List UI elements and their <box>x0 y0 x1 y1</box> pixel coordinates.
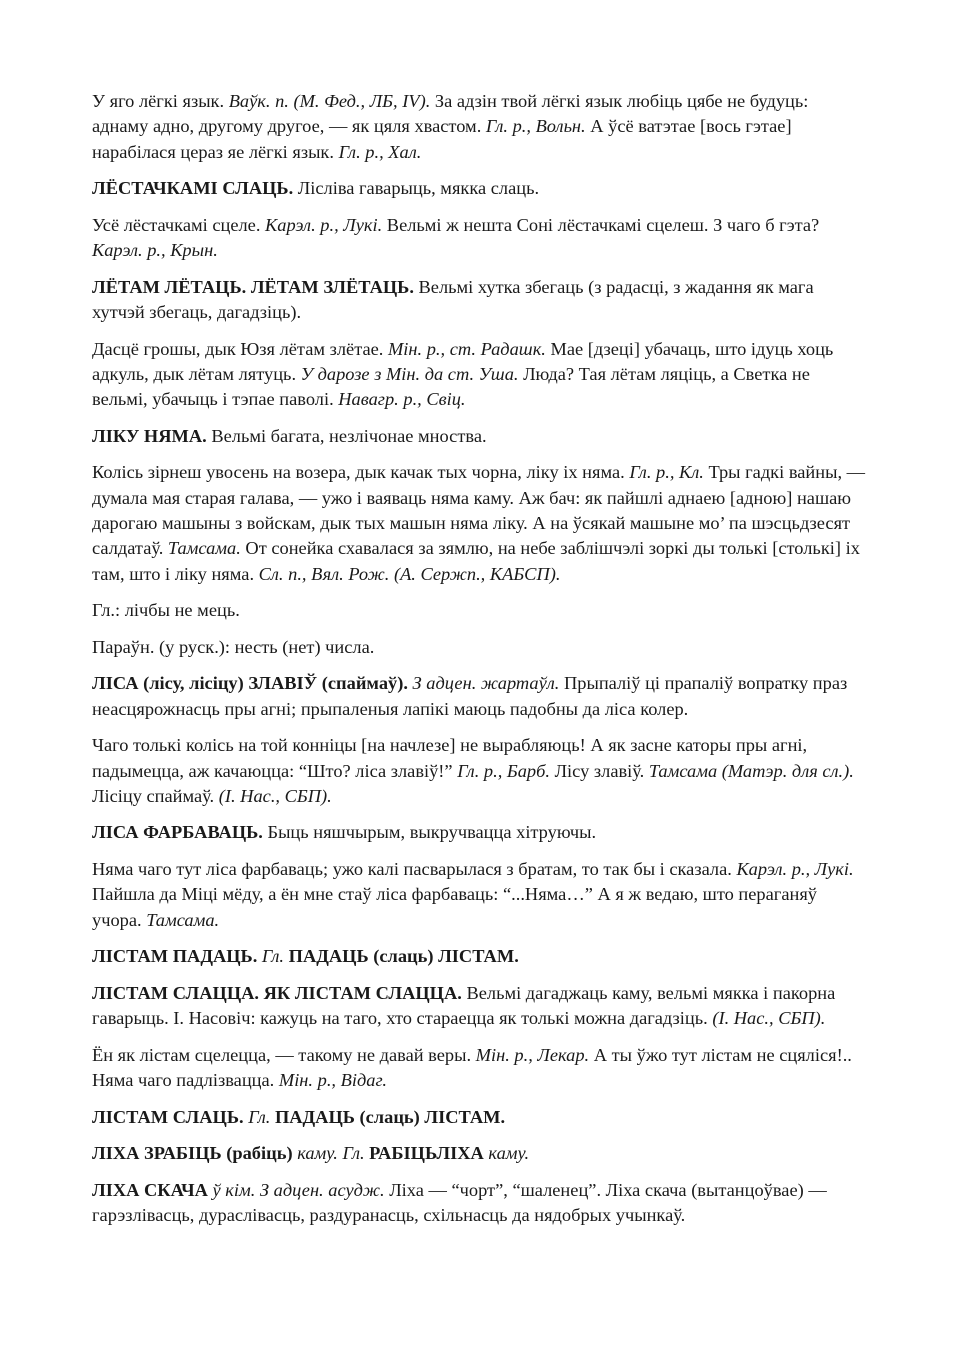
body-text: У яго лёгкі язык. <box>92 91 229 111</box>
body-text: Ён як лістам сцелецца, — такому не давай веры. <box>92 1044 476 1065</box>
body-text: Вельмі хутка збегаць (з радасці, з жадання як мага хутчэй збегаць, дагадзіць). <box>92 276 814 322</box>
body-text: Лісу злавіў. <box>549 760 649 781</box>
source-reference-text: ў кім. З адцен. асудж. <box>212 1179 385 1200</box>
body-text: Гл.: лічбы не мець. <box>92 600 240 621</box>
headword-text: ЛІСТАМ ПАДАЦЬ. <box>92 946 258 967</box>
body-text: Люда? Тая лётам ляціць, а Светка не вельмі, убачыць і тэпае паволі. <box>92 363 810 410</box>
source-reference-text: Карэл. р., Крын. <box>92 240 218 261</box>
source-reference-text: Мін. р., Відаг. <box>278 1069 387 1090</box>
source-reference-text: Тамсама (Матэр. для сл.). <box>648 760 854 781</box>
headword-text: ЛІСА ФАРБАВАЦЬ. <box>92 822 263 843</box>
paragraph <box>92 944 868 969</box>
body-text: За адзін твой лёгкі язык любіць цябе не будуць: аднаму адно, другому другое, — як цяля хвастом. <box>92 91 809 137</box>
source-reference-text: Гл. р., Кл. <box>629 462 704 483</box>
body-text: Тры гадкі вайны, — думала мая старая галава, — ужо і ваяваць няма каму. Аж бач: як пайшлі аднаею [адною] нашаю дарогаю машыны з войскам, дык тых машын няма ліку. А на ўсякай машыне мо’ па шэсцьдзесят салдатаў. <box>92 462 866 559</box>
headword-text: ЛІСА (лісу, лісіцу) ЗЛАВІЎ (спаймаў). <box>92 673 408 694</box>
paragraph <box>92 1043 868 1094</box>
paragraph <box>92 733 868 809</box>
source-reference-text: Гл. <box>248 1106 271 1127</box>
source-reference-text: Тамсама. <box>167 538 241 559</box>
source-reference-text: Гл. р., Вольн. <box>485 116 586 137</box>
body-text: Колісь зірнеш увосень на возера, дык качак тых чорна, ліку іх няма. <box>92 462 630 483</box>
headword-text: ЛІСТАМ СЛАЦЬ. <box>92 1106 244 1127</box>
source-reference-text: З адцен. жартаўл. <box>412 673 560 694</box>
body-text: Быць няшчырым, выкручвацца хітруючы. <box>262 822 597 843</box>
body-text: Няма чаго тут ліса фарбаваць; ужо калі пасварылася з братам, то так бы і сказала. <box>92 858 737 879</box>
source-reference-text: Ваўк. п. (М. Фед., ЛБ, IV). <box>228 91 431 111</box>
paragraph <box>92 275 868 326</box>
headword-text: ЛІКУ НЯМА. <box>92 425 207 446</box>
body-text: Прыпаліў ці прапаліў вопратку праз неасцярожнасць пры агні; прыпаленыя лапікі маюць падобны да ліса колер. <box>92 673 848 719</box>
paragraph <box>92 598 868 623</box>
body-text: От сонейка схавалася за зямлю, на небе заблішчэлі зоркі ды толькі [столькі] іх там, што і ліку няма. <box>92 538 860 584</box>
source-reference-text: каму. <box>488 1143 530 1164</box>
source-reference-text: Гл. р., Барб. <box>457 760 550 781</box>
source-reference-text: Тамсама. <box>146 909 220 930</box>
body-text: Усё лёстачкамі сцеле. <box>92 214 266 235</box>
source-reference-text: Мін. р., ст. Радашк. <box>387 338 546 359</box>
source-reference-text: Гл. <box>261 946 285 967</box>
headword-text: ПАДАЦЬ (слаць) ЛІСТАМ. <box>288 946 519 967</box>
paragraph <box>92 820 868 845</box>
paragraph <box>92 671 868 722</box>
headword-text: ЛІСТАМ СЛАЦЦА. ЯК ЛІСТАМ СЛАЦЦА. <box>92 982 462 1003</box>
headword-text: РАБІЦЬЛІХА <box>369 1143 484 1164</box>
body-text: А ўсё ватэтае [вось гэтае] нарабілася цераз яе лёгкі язык. <box>92 116 792 162</box>
source-reference-text: Гл. р., Хал. <box>338 141 422 162</box>
paragraph <box>92 857 868 933</box>
body-text: Лісліва гаварыць, мякка слаць. <box>293 178 540 199</box>
body-text: Вельмі багата, незлічонае мноства. <box>206 425 487 446</box>
body-text: Вельмі дагаджаць каму, вельмі мякка і пакорна гаварыць. І. Насовіч: кажуць на таго, хто стараецца як толькі можна дагадзіць. <box>92 982 836 1029</box>
paragraph <box>92 176 868 201</box>
source-reference-text: каму. Гл. <box>297 1143 365 1164</box>
paragraph <box>92 1105 868 1130</box>
body-text: Чаго толькі колісь на той конніцы [на начлезе] не вырабляюць! А як засне каторы пры агні, падымецца, аж качаюцца: “Што? ліса злавіў!” <box>92 735 808 781</box>
paragraph <box>92 635 868 660</box>
paragraph <box>92 89 868 165</box>
paragraph <box>92 213 868 264</box>
paragraph <box>92 1141 868 1166</box>
paragraph <box>92 460 868 586</box>
body-text: Дасцё грошы, дык Юзя лётам злётае. <box>92 338 388 359</box>
body-text: Лісіцу спаймаў. <box>92 785 219 806</box>
headword-text: ЛІХА СКАЧА <box>92 1179 208 1200</box>
headword-text: ЛЁСТАЧКАМІ СЛАЦЬ. <box>92 178 294 199</box>
body-text: Мае [дзеці] убачаць, што ідуць хоць адкуль, дык лётам лятуць. <box>92 338 834 384</box>
source-reference-text: Навагр. р., Свіц. <box>338 389 466 410</box>
headword-text: ПАДАЦЬ (слаць) ЛІСТАМ. <box>274 1106 506 1127</box>
body-text: Параўн. (у руск.): несть (нет) числа. <box>92 636 375 657</box>
source-reference-text: Карэл. р., Лукі. <box>736 858 854 879</box>
body-text: Ліха — “чорт”, “шаленец”. Ліха скача (вытанцоўвае) — гарэзлівасць, дураслівасць, раздуранасць, схільнасць да нядобрых учынкаў. <box>92 1179 827 1226</box>
paragraph <box>92 424 868 449</box>
paragraph <box>92 981 868 1032</box>
headword-text: ЛІХА ЗРАБІЦЬ (рабіць) <box>92 1143 293 1164</box>
source-reference-text: Сл. п., Вял. Рож. (А. Сержп., КАБСП). <box>258 563 561 584</box>
body-text: А ты ўжо тут лістам не сцяліся!.. Няма чаго падлізвацца. <box>92 1044 852 1090</box>
source-reference-text: У дарозе з Мін. да ст. Уша. <box>300 363 519 384</box>
paragraph <box>92 1178 868 1229</box>
paragraph <box>92 337 868 413</box>
source-reference-text: (І. Нас., СБП). <box>712 1008 826 1029</box>
headword-text: ЛЁТАМ ЛЁТАЦЬ. ЛЁТАМ ЗЛЁТАЦЬ. <box>92 276 414 297</box>
body-text: Вельмі ж нешта Соні лёстачкамі сцелеш. З чаго б гэта? <box>382 214 820 235</box>
source-reference-text: Карэл. р., Лукі. <box>265 214 383 235</box>
source-reference-text: (І. Нас., СБП). <box>218 785 332 806</box>
body-text: Пайшла да Міці мёду, а ён мне стаў ліса фарбаваць: “...Няма…” А я ж ведаю, што пераганяў учора. <box>92 884 817 930</box>
source-reference-text: Мін. р., Лекар. <box>475 1044 590 1065</box>
